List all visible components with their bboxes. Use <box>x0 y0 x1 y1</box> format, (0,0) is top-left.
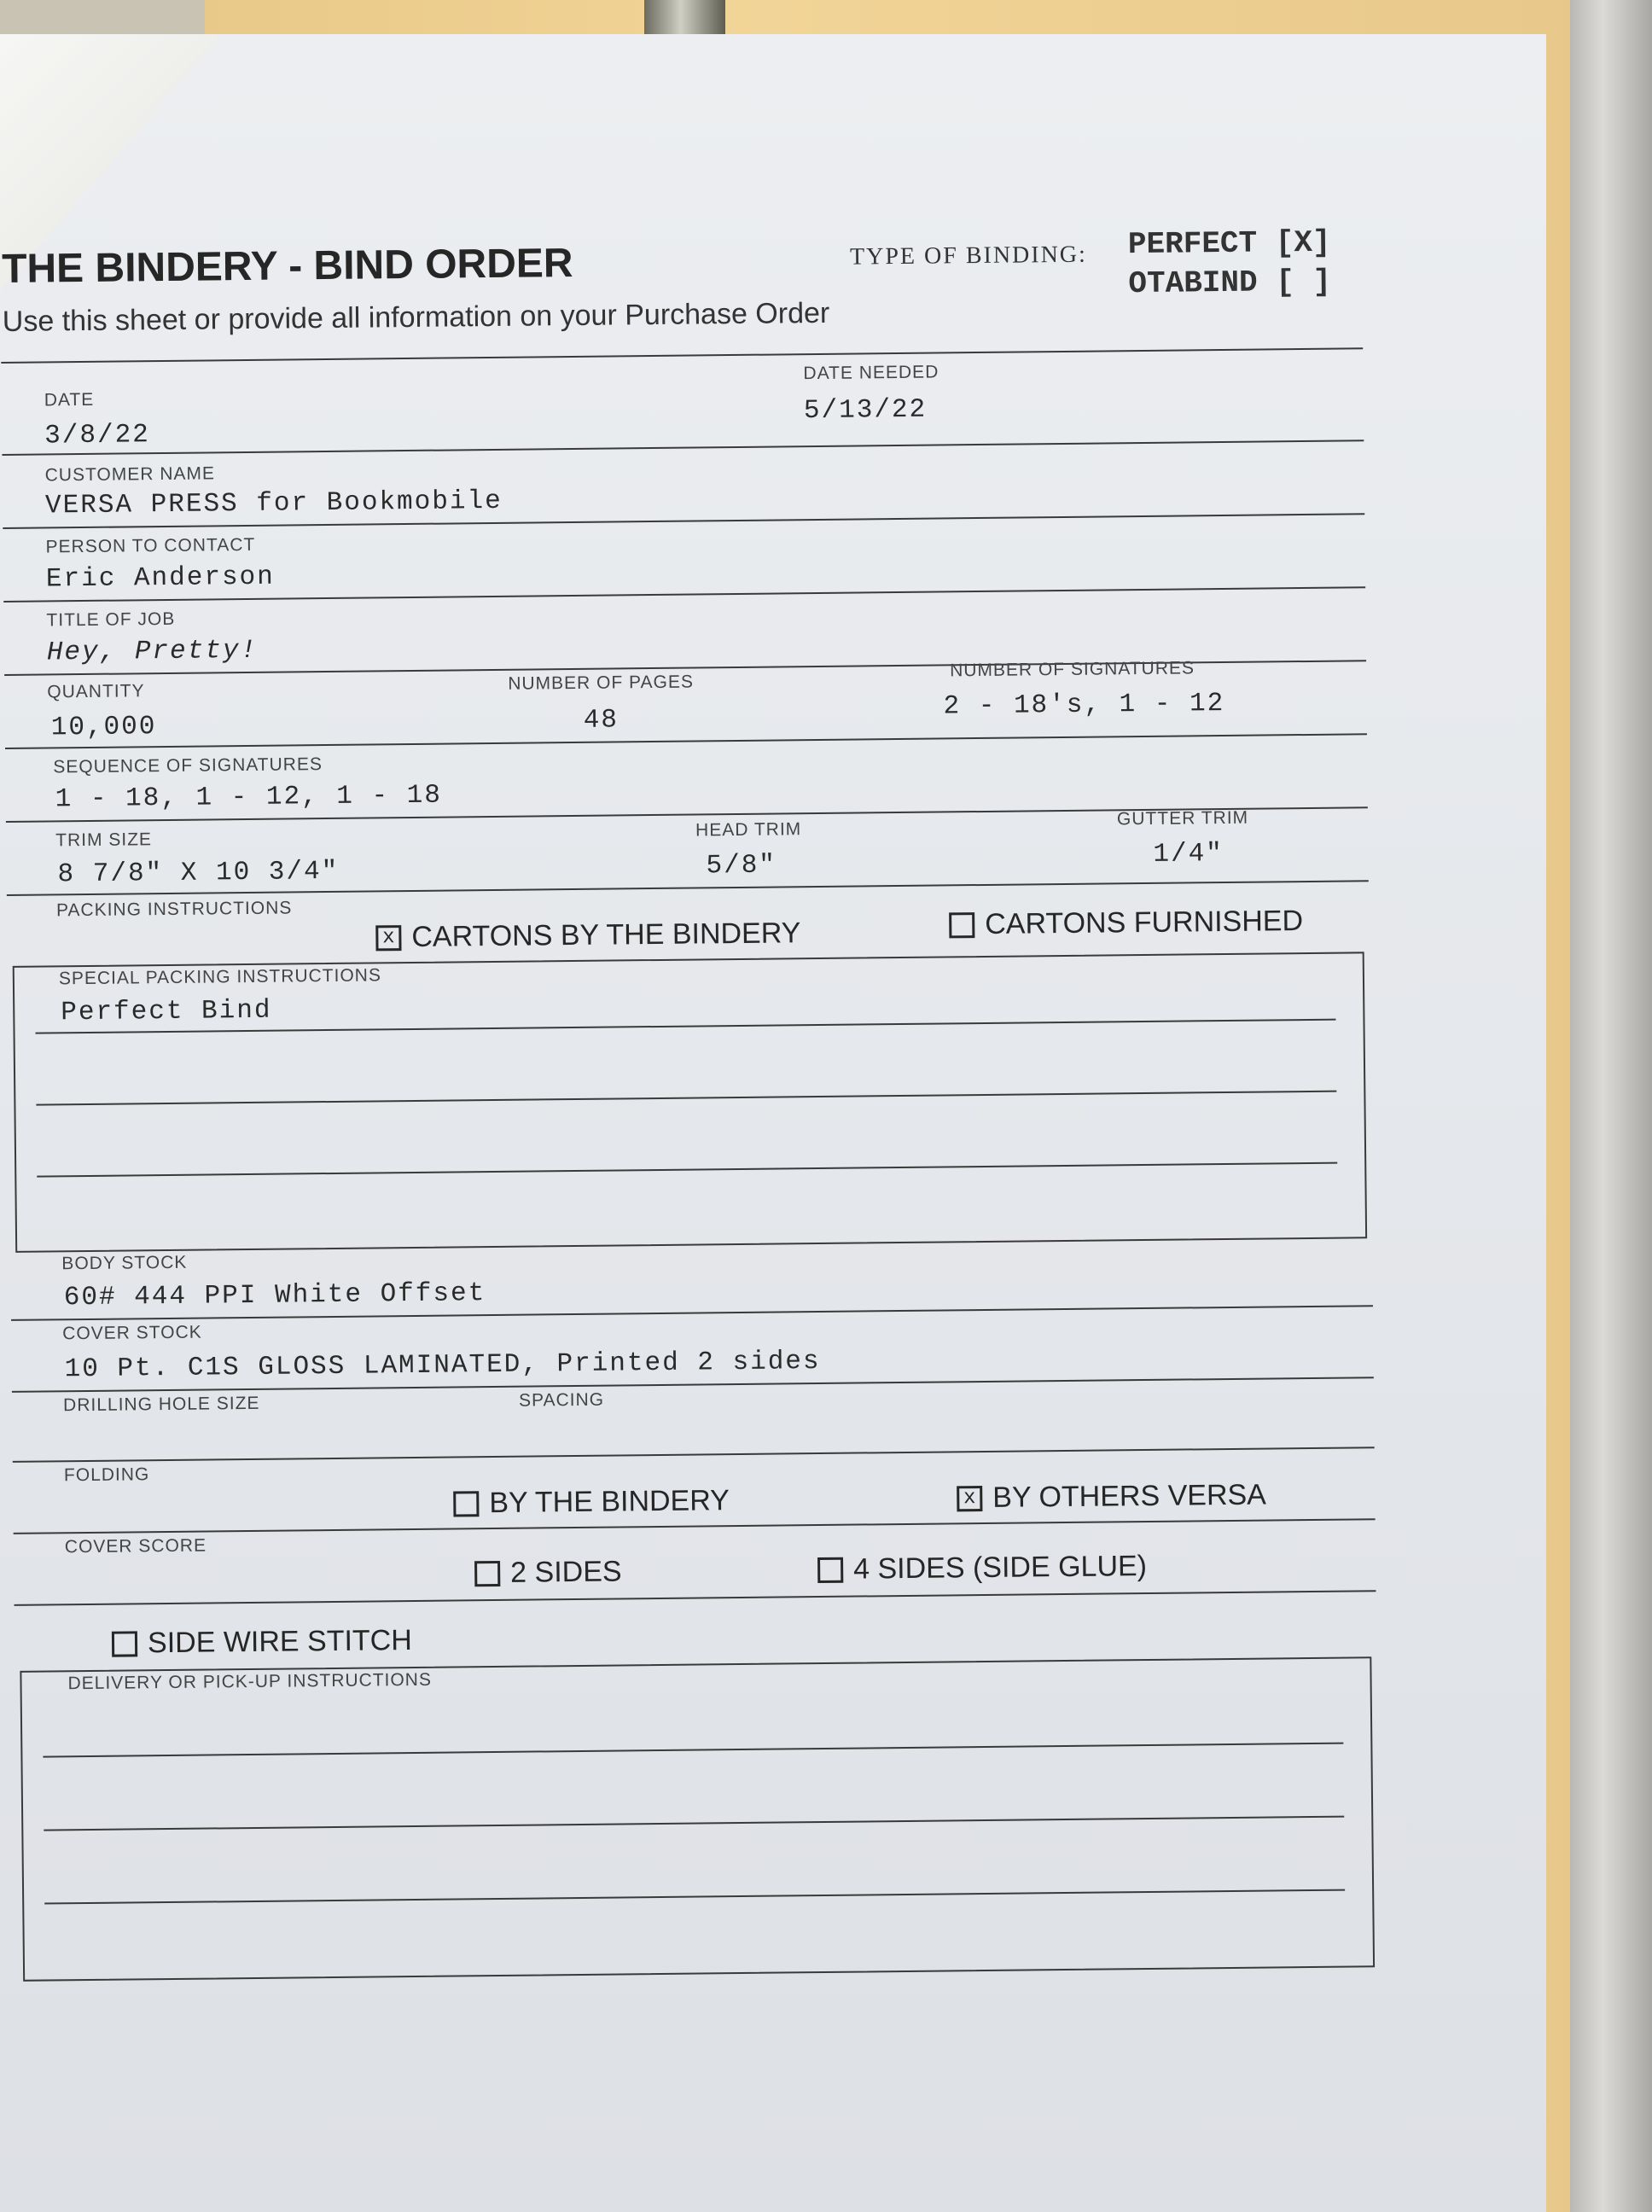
cover-stock-label: COVER STOCK <box>62 1322 202 1344</box>
score-4-sides-option[interactable] <box>817 1550 1147 1586</box>
date-field[interactable]: 3/8/22 <box>44 420 151 451</box>
body-stock-field[interactable]: 60# 444 PPI White Offset <box>63 1278 486 1313</box>
job-title-label: TITLE OF JOB <box>46 608 176 631</box>
pages-field[interactable]: 48 <box>583 705 620 736</box>
folding-by-bindery-label: BY THE BINDERY <box>489 1484 730 1520</box>
signatures-field[interactable]: 2 - 18's, 1 - 12 <box>943 689 1225 722</box>
signatures-label: NUMBER OF SIGNATURES <box>950 658 1195 681</box>
checkbox-icon[interactable] <box>949 912 974 938</box>
divider <box>1 347 1363 364</box>
divider <box>15 1590 1376 1606</box>
cartons-by-bindery-label: CARTONS BY THE BINDERY <box>411 917 801 953</box>
checkbox-icon[interactable] <box>112 1631 137 1656</box>
contact-field[interactable]: Eric Anderson <box>45 562 275 595</box>
cartons-by-bindery-option[interactable] <box>375 917 800 954</box>
trim-size-field[interactable]: 8 7/8" X 10 3/4" <box>57 856 340 890</box>
cover-score-label: COVER SCORE <box>64 1535 207 1557</box>
divider <box>5 733 1367 749</box>
binding-option-perfect[interactable]: PERFECT [X] <box>1127 224 1331 263</box>
score-2-sides-option[interactable] <box>474 1555 622 1590</box>
trim-size-label: TRIM SIZE <box>55 830 153 851</box>
folding-by-others-option[interactable] <box>957 1479 1266 1516</box>
binding-option-otabind[interactable]: OTABIND [ ] <box>1128 264 1332 302</box>
packing-label: PACKING INSTRUCTIONS <box>55 898 293 921</box>
head-trim-label: HEAD TRIM <box>695 819 802 841</box>
form-title: THE BINDERY - BIND ORDER <box>1 240 573 292</box>
divider <box>13 1447 1375 1463</box>
special-packing-field[interactable]: Perfect Bind <box>61 995 272 1028</box>
side-wire-stitch-label: SIDE WIRE STITCH <box>147 1624 413 1660</box>
score-4-sides-label: 4 SIDES (SIDE GLUE) <box>852 1550 1148 1586</box>
score-2-sides-label: 2 SIDES <box>509 1555 622 1589</box>
sequence-label: SEQUENCE OF SIGNATURES <box>53 754 323 777</box>
customer-label: CUSTOMER NAME <box>44 463 216 486</box>
cartons-furnished-option[interactable] <box>949 905 1303 941</box>
checkbox-icon[interactable] <box>474 1560 500 1586</box>
date-needed-field[interactable]: 5/13/22 <box>803 394 928 427</box>
gutter-trim-field[interactable]: 1/4" <box>1153 839 1224 870</box>
job-title-field[interactable]: Hey, Pretty! <box>46 635 259 668</box>
contact-label: PERSON TO CONTACT <box>45 534 256 557</box>
folding-by-others-label: BY OTHERS VERSA <box>992 1478 1267 1514</box>
divider <box>2 439 1364 456</box>
side-wire-stitch-option[interactable] <box>112 1624 412 1661</box>
binding-type-label: TYPE OF BINDING: <box>849 241 1087 271</box>
special-packing-label: SPECIAL PACKING INSTRUCTIONS <box>58 965 382 989</box>
delivery-label: DELIVERY OR PICK-UP INSTRUCTIONS <box>67 1669 433 1694</box>
quantity-label: QUANTITY <box>47 681 145 702</box>
spacing-label: SPACING <box>518 1389 605 1411</box>
cover-stock-field[interactable]: 10 Pt. C1S GLOSS LAMINATED, Printed 2 sides <box>64 1347 821 1385</box>
date-needed-label: DATE NEEDED <box>803 362 939 384</box>
cartons-furnished-label: CARTONS FURNISHED <box>985 905 1304 940</box>
divider <box>14 1518 1376 1534</box>
quantity-field[interactable]: 10,000 <box>50 712 157 743</box>
drilling-hole-size-label: DRILLING HOLE SIZE <box>62 1393 260 1416</box>
checkbox-icon[interactable] <box>817 1557 843 1582</box>
form-subtitle: Use this sheet or provide all information on your Purchase Order <box>2 296 830 338</box>
folding-by-bindery-option[interactable] <box>453 1484 730 1520</box>
customer-field[interactable]: VERSA PRESS for Bookmobile <box>44 486 503 521</box>
date-label: DATE <box>44 389 95 410</box>
checkbox-checked-icon[interactable]: x <box>375 925 401 951</box>
checkbox-checked-icon[interactable]: x <box>957 1486 982 1511</box>
pages-label: NUMBER OF PAGES <box>508 672 695 694</box>
head-trim-field[interactable]: 5/8" <box>706 850 777 882</box>
folding-label: FOLDING <box>63 1464 150 1486</box>
body-stock-label: BODY STOCK <box>61 1252 188 1274</box>
gutter-trim-label: GUTTER TRIM <box>1116 807 1249 830</box>
sequence-field[interactable]: 1 - 18, 1 - 12, 1 - 18 <box>55 780 443 815</box>
checkbox-icon[interactable] <box>453 1491 479 1516</box>
